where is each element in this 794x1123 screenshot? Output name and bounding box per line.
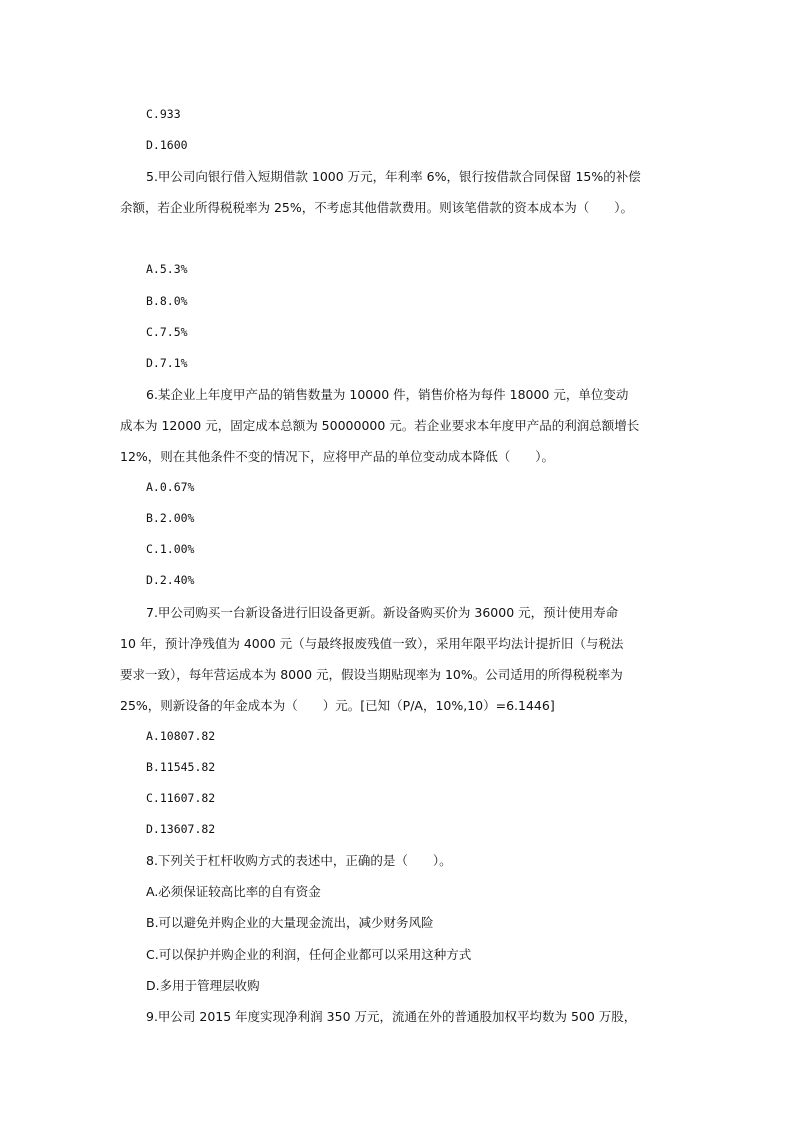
answer-option: A.0.67% <box>146 480 195 495</box>
answer-option: A.5.3% <box>146 262 188 277</box>
question-continuation: 12%，则在其他条件不变的情况下，应将甲产品的单位变动成本降低（ ）。 <box>120 449 555 465</box>
answer-option: B.11545.82 <box>146 759 216 774</box>
question-continuation: 要求一致），每年营运成本为 8000 元，假设当期贴现率为 10%。公司适用的所得税税率为 <box>120 666 623 682</box>
question-line: 7.甲公司购买一台新设备进行旧设备更新。新设备购买价为 36000 元，预计使用寿命 <box>146 604 619 620</box>
question-line: D.多用于管理层收购 <box>146 977 260 993</box>
question-continuation: 10 年，预计净残值为 4000 元（与最终报废残值一致），采用年限平均法计提折旧（与税法 <box>120 635 624 651</box>
answer-option: C.7.5% <box>146 324 188 339</box>
question-continuation: 余额，若企业所得税税率为 25%，不考虑其他借款费用。则该笔借款的资本成本为（ ）。 <box>120 200 634 216</box>
answer-option: D.13607.82 <box>146 822 216 837</box>
answer-option: B.8.0% <box>146 293 188 308</box>
answer-option: C.11607.82 <box>146 791 216 806</box>
question-line: C.可以保护并购企业的利润，任何企业都可以采用这种方式 <box>146 946 472 962</box>
blank-line <box>120 223 700 254</box>
question-continuation: 成本为 12000 元，固定成本总额为 50000000 元。若企业要求本年度甲产品的利润总额增长 <box>120 417 640 433</box>
question-line: A.必须保证较高比率的自有资金 <box>146 884 321 900</box>
question-line: 6.某企业上年度甲产品的销售数量为 10000 件，销售价格为每件 18000 元，单位变动 <box>146 386 629 402</box>
question-line: 9.甲公司 2015 年度实现净利润 350 万元，流通在外的普通股加权平均数为 500 万股， <box>146 1008 637 1024</box>
question-continuation: 25%，则新设备的年金成本为（ ）元。[已知（P/A，10%,10）=6.1446] <box>120 697 555 713</box>
document-body <box>120 99 700 1032</box>
answer-option: D.7.1% <box>146 355 188 370</box>
answer-option: D.2.40% <box>146 573 195 588</box>
answer-option: B.2.00% <box>146 511 195 526</box>
answer-option: C.933 <box>146 107 181 121</box>
answer-option: A.10807.82 <box>146 728 216 743</box>
question-line: B.可以避免并购企业的大量现金流出，减少财务风险 <box>146 915 434 931</box>
answer-option: D.1600 <box>146 138 188 153</box>
question-line: 5.甲公司向银行借入短期借款 1000 万元，年利率 6%，银行按借款合同保留 15%的补偿 <box>146 169 641 185</box>
question-line: 8.下列关于杠杆收购方式的表述中，正确的是（ ）。 <box>146 853 452 869</box>
answer-option: C.1.00% <box>146 542 195 557</box>
